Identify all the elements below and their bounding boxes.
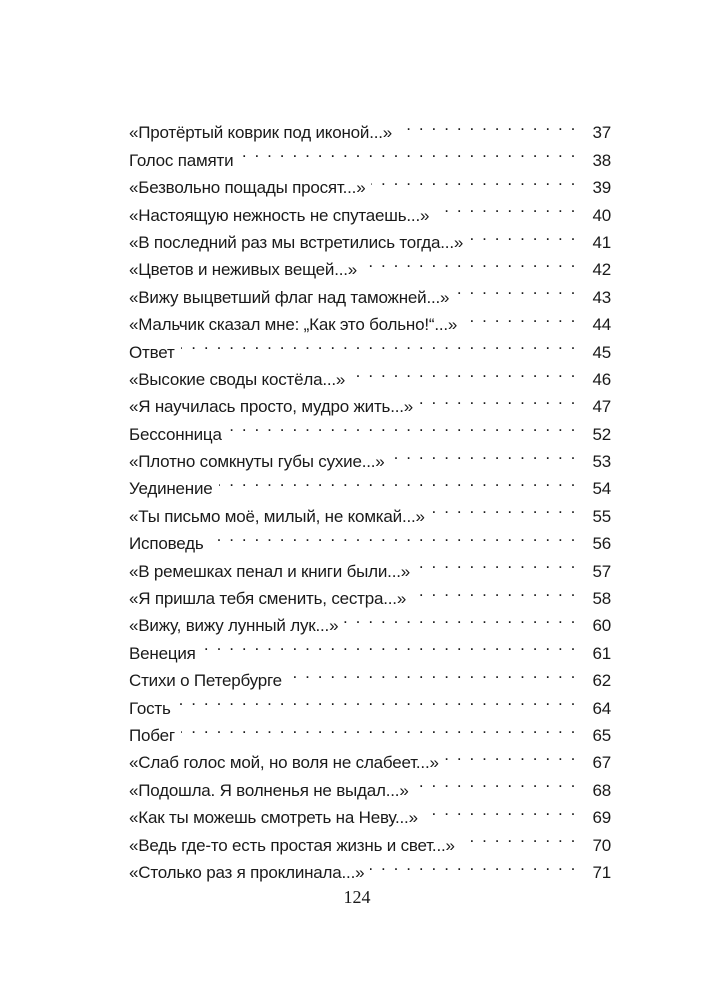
dot-leader [288,659,577,686]
dot-leader [228,412,577,439]
dot-leader [463,303,577,330]
dot-leader [398,111,577,138]
table-of-contents [129,111,611,882]
toc-entry-page: 46 [592,369,611,389]
toc-entry-title: «Вижу, вижу лунный лук...» [129,616,339,636]
dot-leader [219,467,577,494]
dot-leader [455,275,577,302]
toc-entry-title: «Настоящую нежность не спутаешь...» [129,205,430,225]
toc-entry-title: «Подошла. Я волненья не выдал...» [129,780,409,800]
dot-leader [351,358,577,385]
toc-entry-title: «Ты письмо моё, милый, не комкай...» [129,506,425,526]
toc-entry-page: 43 [592,287,611,307]
toc-entry [129,631,611,663]
toc-entry-page: 53 [592,452,611,472]
toc-entry-page: 55 [592,506,611,526]
toc-entry-page: 40 [592,205,611,225]
dot-leader [209,522,577,549]
dot-leader [239,138,577,165]
toc-entry-page: 41 [592,232,611,252]
dot-leader [445,741,577,768]
toc-entry-title: Голос памяти [129,150,234,170]
dot-leader [371,166,577,193]
toc-entry [129,111,611,143]
dot-leader [416,549,577,576]
page-number: 124 [343,887,371,907]
dot-leader [469,221,577,248]
dot-leader [419,385,577,412]
toc-entry-title: «Мальчик сказал мне: „Как это больно!“...» [129,315,458,335]
toc-entry-title: «Вижу выцветший флаг над таможней...» [129,287,450,307]
dot-leader [424,796,577,823]
toc-entry-title: Ответ [129,342,175,362]
toc-entry-title: Гость [129,698,171,718]
dot-leader [202,631,577,658]
toc-entry-title: «Столько раз я проклинала...» [129,862,365,882]
toc-entry-title: «Я пришла тебя сменить, сестра...» [129,589,407,609]
toc-entry [129,330,611,362]
dot-leader [181,714,577,741]
toc-entry-page: 39 [592,178,611,198]
toc-entry-page: 71 [592,862,611,882]
toc-entry-title: «В ремешках пенал и книги были...» [129,561,410,581]
toc-entry-title: «Плотно сомкнуты губы сухие...» [129,452,385,472]
toc-entry-page: 38 [592,150,611,170]
dot-leader [177,686,577,713]
toc-entry-page: 45 [592,342,611,362]
toc-entry-title: Побег [129,725,175,745]
dot-leader [435,193,577,220]
toc-entry-page: 44 [592,315,611,335]
dot-leader [181,330,577,357]
toc-entry [129,686,611,718]
dot-leader [431,494,577,521]
toc-entry-title: Уединение [129,479,213,499]
dot-leader [344,604,577,631]
toc-entry-page: 68 [592,780,611,800]
toc-entry-title: Венеция [129,643,196,663]
toc-entry-page: 60 [592,616,611,636]
toc-entry-title: «Я научилась просто, мудро жить...» [129,397,414,417]
toc-entry-title: «В последний раз мы встретились тогда...» [129,232,464,252]
toc-entry-page: 37 [592,123,611,143]
dot-leader [363,248,577,275]
toc-entry-page: 67 [592,753,611,773]
toc-entry-page: 56 [592,534,611,554]
toc-entry-page: 62 [592,671,611,691]
toc-entry-title: Исповедь [129,534,204,554]
toc-entry-title: Бессонница [129,424,222,444]
toc-entry-page: 42 [592,260,611,280]
toc-entry-title: «Безвольно пощады просят...» [129,178,366,198]
dot-leader [412,577,577,604]
toc-entry-title: «Слаб голос мой, но воля не слабеет...» [129,753,439,773]
toc-entry [129,358,611,389]
toc-entry-page: 54 [592,479,611,499]
toc-entry-page: 65 [592,725,611,745]
toc-entry-page: 61 [592,643,611,663]
toc-entry-title: Стихи о Петербурге [129,671,282,691]
dot-leader [391,440,577,467]
toc-entry-page: 57 [592,561,611,581]
toc-entry-page: 52 [592,424,611,444]
toc-entry [129,714,611,745]
toc-entry-page: 58 [592,589,611,609]
dot-leader [370,851,577,878]
toc-entry-page: 70 [592,835,611,855]
dot-leader [461,823,577,850]
toc-entry-page: 69 [592,808,611,828]
toc-entry-title: «Высокие своды костёла...» [129,369,346,389]
toc-entry [129,741,611,773]
toc-entry-title: «Протёртый коврик под иконой...» [129,123,393,143]
toc-entry-page: 64 [592,698,611,718]
toc-entry-page: 47 [592,397,611,417]
toc-entry-title: «Цветов и неживых вещей...» [129,260,358,280]
toc-entry-title: «Ведь где-то есть простая жизнь и свет...» [129,835,455,855]
toc-entry-title: «Как ты можешь смотреть на Неву...» [129,808,418,828]
dot-leader [415,768,577,795]
